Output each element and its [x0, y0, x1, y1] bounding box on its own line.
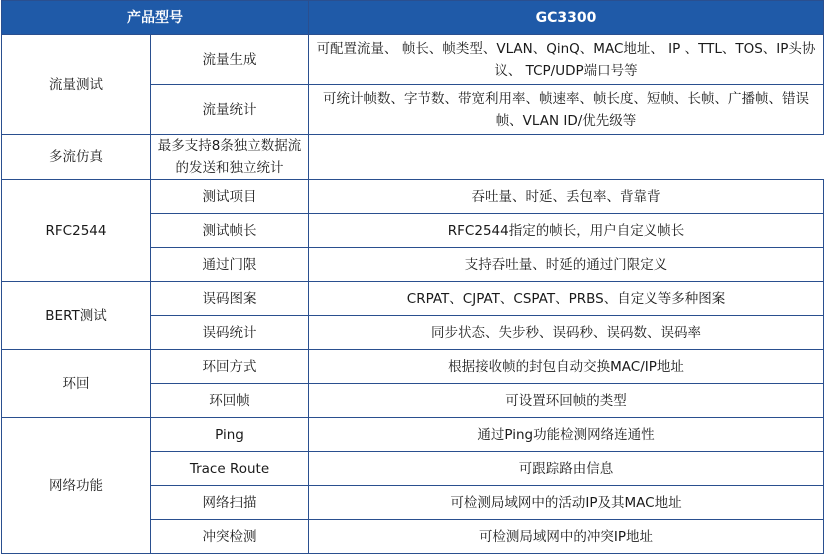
- group-label: 流量测试: [2, 35, 151, 135]
- item-desc: 支持吞吐量、时延的通过门限定义: [309, 248, 824, 282]
- model-value: GC3300: [309, 1, 824, 35]
- item-label: Ping: [151, 418, 309, 452]
- item-desc: 可检测局域网中的冲突IP地址: [309, 520, 824, 554]
- item-desc: 根据接收帧的封包自动交换MAC/IP地址: [309, 350, 824, 384]
- spec-table: [1, 0, 824, 554]
- item-label: 通过门限: [151, 248, 309, 282]
- group-label: 环回: [2, 350, 151, 418]
- item-desc: 吞吐量、时延、丢包率、背靠背: [309, 180, 824, 214]
- item-desc: 可统计帧数、字节数、带宽利用率、帧速率、帧长度、短帧、长帧、广播帧、错误帧、VLAN ID/优先级等: [309, 85, 824, 135]
- item-desc: CRPAT、CJPAT、CSPAT、PRBS、自定义等多种图案: [309, 282, 824, 316]
- group-label: BERT测试: [2, 282, 151, 350]
- item-label: 测试帧长: [151, 214, 309, 248]
- item-label: Trace Route: [151, 452, 309, 486]
- item-desc: 可配置流量、 帧长、帧类型、VLAN、QinQ、MAC地址、 IP 、TTL、TOS、IP头协议、 TCP/UDP端口号等: [309, 35, 824, 85]
- item-desc: 同步状态、失步秒、误码秒、误码数、误码率: [309, 316, 824, 350]
- item-label: 环回方式: [151, 350, 309, 384]
- item-label: 测试项目: [151, 180, 309, 214]
- item-label: 误码统计: [151, 316, 309, 350]
- item-desc: 最多支持8条独立数据流的发送和独立统计: [151, 135, 309, 180]
- group-label: 网络功能: [2, 418, 151, 554]
- spec-body: [2, 35, 824, 554]
- header-row: [2, 1, 824, 35]
- item-desc: 可检测局域网中的活动IP及其MAC地址: [309, 486, 824, 520]
- model-label: 产品型号: [2, 1, 309, 35]
- item-label: 误码图案: [151, 282, 309, 316]
- item-label: 网络扫描: [151, 486, 309, 520]
- item-label: 流量生成: [151, 35, 309, 85]
- group-label: RFC2544: [2, 180, 151, 282]
- item-label: 流量统计: [151, 85, 309, 135]
- item-desc: RFC2544指定的帧长，用户自定义帧长: [309, 214, 824, 248]
- item-label: 多流仿真: [2, 135, 151, 180]
- item-label: 冲突检测: [151, 520, 309, 554]
- item-desc: 可设置环回帧的类型: [309, 384, 824, 418]
- item-label: 环回帧: [151, 384, 309, 418]
- item-desc: 可跟踪路由信息: [309, 452, 824, 486]
- item-desc: 通过Ping功能检测网络连通性: [309, 418, 824, 452]
